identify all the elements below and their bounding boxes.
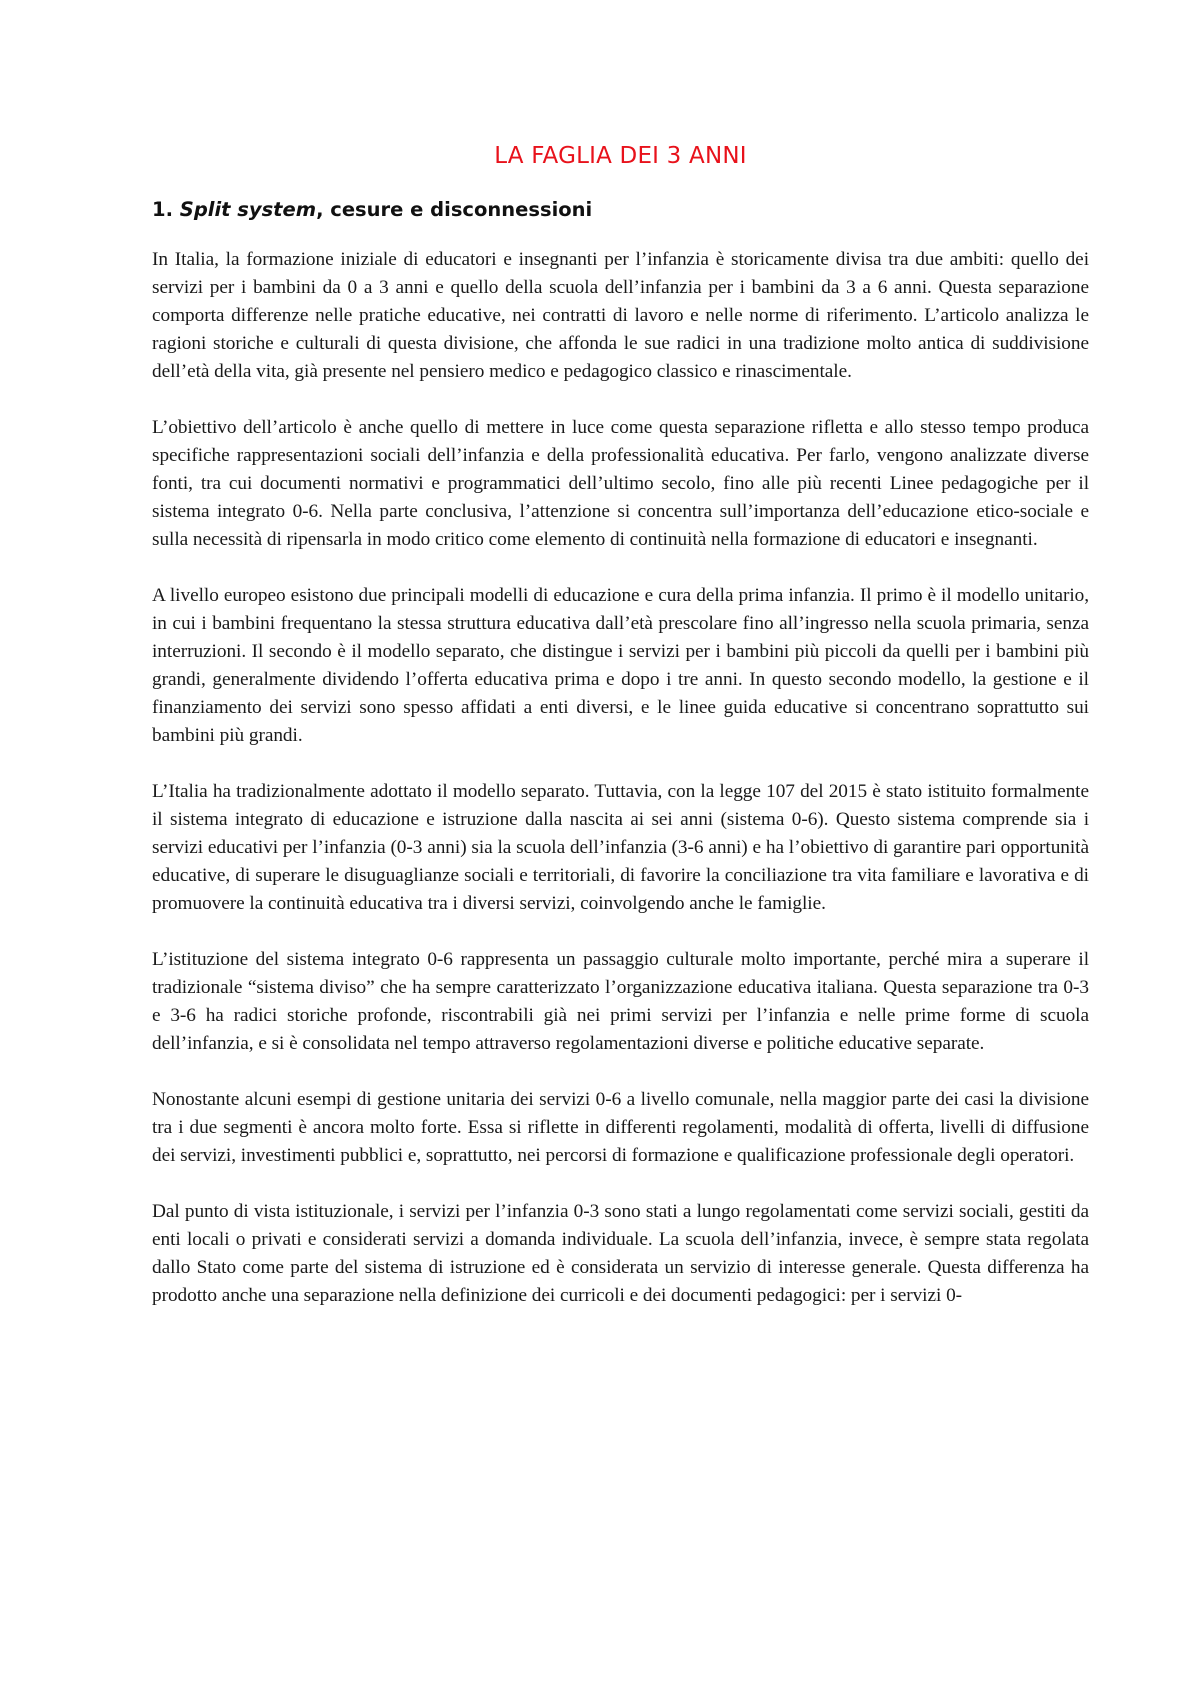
section-italic-term: Split system — [179, 198, 317, 221]
paragraph: A livello europeo esistono due principali modelli di educazione e cura della prima infanzia. Il primo è il modello unitario, in cui i bambini frequentano la stessa struttura educativa dall’età prescolare fino all’ingresso nella scuola primaria, senza interruzioni. Il secondo è il modello separato, che distingue i servizi per i bambini più piccoli da quelli per i bambini più grandi, generalmente dividendo l’offerta educativa prima e dopo i tre anni. In questo secondo modello, la gestione e il finanziamento dei servizi sono spesso affidati a enti diversi, e le linee guida educative si concentrano soprattutto sui bambini più grandi. — [152, 585, 1089, 746]
section-heading — [152, 196, 1089, 224]
section-number: 1. — [152, 198, 173, 221]
paragraph: L’obiettivo dell’articolo è anche quello di mettere in luce come questa separazione rifletta e allo stesso tempo produca specifiche rappresentazioni sociali dell’infanzia e della professionalità educativa. Per farlo, vengono analizzate diverse fonti, tra cui documenti normativi e programmatici dell’ultimo secolo, fino alle più recenti Linee pedagogiche per il sistema integrato 0-6. Nella parte conclusiva, l’attenzione si concentra sull’importanza dell’educazione etico-sociale e sulla necessità di ripensarla in modo critico come elemento di continuità nella formazione di educatori e insegnanti. — [152, 417, 1089, 550]
document-title: LA FAGLIA DEI 3 ANNI — [494, 143, 747, 169]
paragraph: L’istituzione del sistema integrato 0-6 rappresenta un passaggio culturale molto importante, perché mira a superare il tradizionale “sistema diviso” che ha sempre caratterizzato l’organizzazione educativa italiana. Questa separazione tra 0-3 e 3-6 ha radici storiche profonde, riscontrabili già nei primi servizi per l’infanzia e nelle prime forme di scuola dell’infanzia, e si è consolidata nel tempo attraverso regolamentazioni diverse e politiche educative separate. — [152, 949, 1089, 1054]
section-title-rest: , cesure e disconnessioni — [316, 198, 593, 221]
paragraph: In Italia, la formazione iniziale di educatori e insegnanti per l’infanzia è storicamente divisa tra due ambiti: quello dei servizi per i bambini da 0 a 3 anni e quello della scuola dell’infanzia per i bambini da 3 a 6 anni. Questa separazione comporta differenze nelle pratiche educative, nei contratti di lavoro e nelle norme di riferimento. L’articolo analizza le ragioni storiche e culturali di questa divisione, che affonda le sue radici in una tradizione molto antica di suddivisione dell’età della vita, già presente nel pensiero medico e pedagogico classico e rinascimentale. — [152, 249, 1089, 382]
paragraph: Dal punto di vista istituzionale, i servizi per l’infanzia 0-3 sono stati a lungo regolamentati come servizi sociali, gestiti da enti locali o privati e considerati servizi a domanda individuale. La scuola dell’infanzia, invece, è sempre stata regolata dallo Stato come parte del sistema di istruzione ed è considerata un servizio di interesse generale. Questa differenza ha prodotto anche una separazione nella definizione dei curricoli e dei documenti pedagogici: per i servizi 0- — [152, 1201, 1089, 1306]
paragraph: L’Italia ha tradizionalmente adottato il modello separato. Tuttavia, con la legge 107 del 2015 è stato istituito formalmente il sistema integrato di educazione e istruzione dalla nascita ai sei anni (sistema 0-6). Questo sistema comprende sia i servizi educativi per l’infanzia (0-3 anni) sia la scuola dell’infanzia (3-6 anni) e ha l’obiettivo di garantire pari opportunità educative, di superare le disuguaglianze sociali e territoriali, di favorire la conciliazione tra vita familiare e lavorativa e di promuovere la continuità educativa tra i diversi servizi, coinvolgendo anche le famiglie. — [152, 781, 1089, 914]
document-body — [152, 140, 1089, 1338]
paragraph: Nonostante alcuni esempi di gestione unitaria dei servizi 0-6 a livello comunale, nella maggior parte dei casi la divisione tra i due segmenti è ancora molto forte. Essa si riflette in differenti regolamenti, modalità di offerta, livelli di diffusione dei servizi, investimenti pubblici e, soprattutto, nei percorsi di formazione e qualificazione professionale degli operatori. — [152, 1089, 1089, 1166]
